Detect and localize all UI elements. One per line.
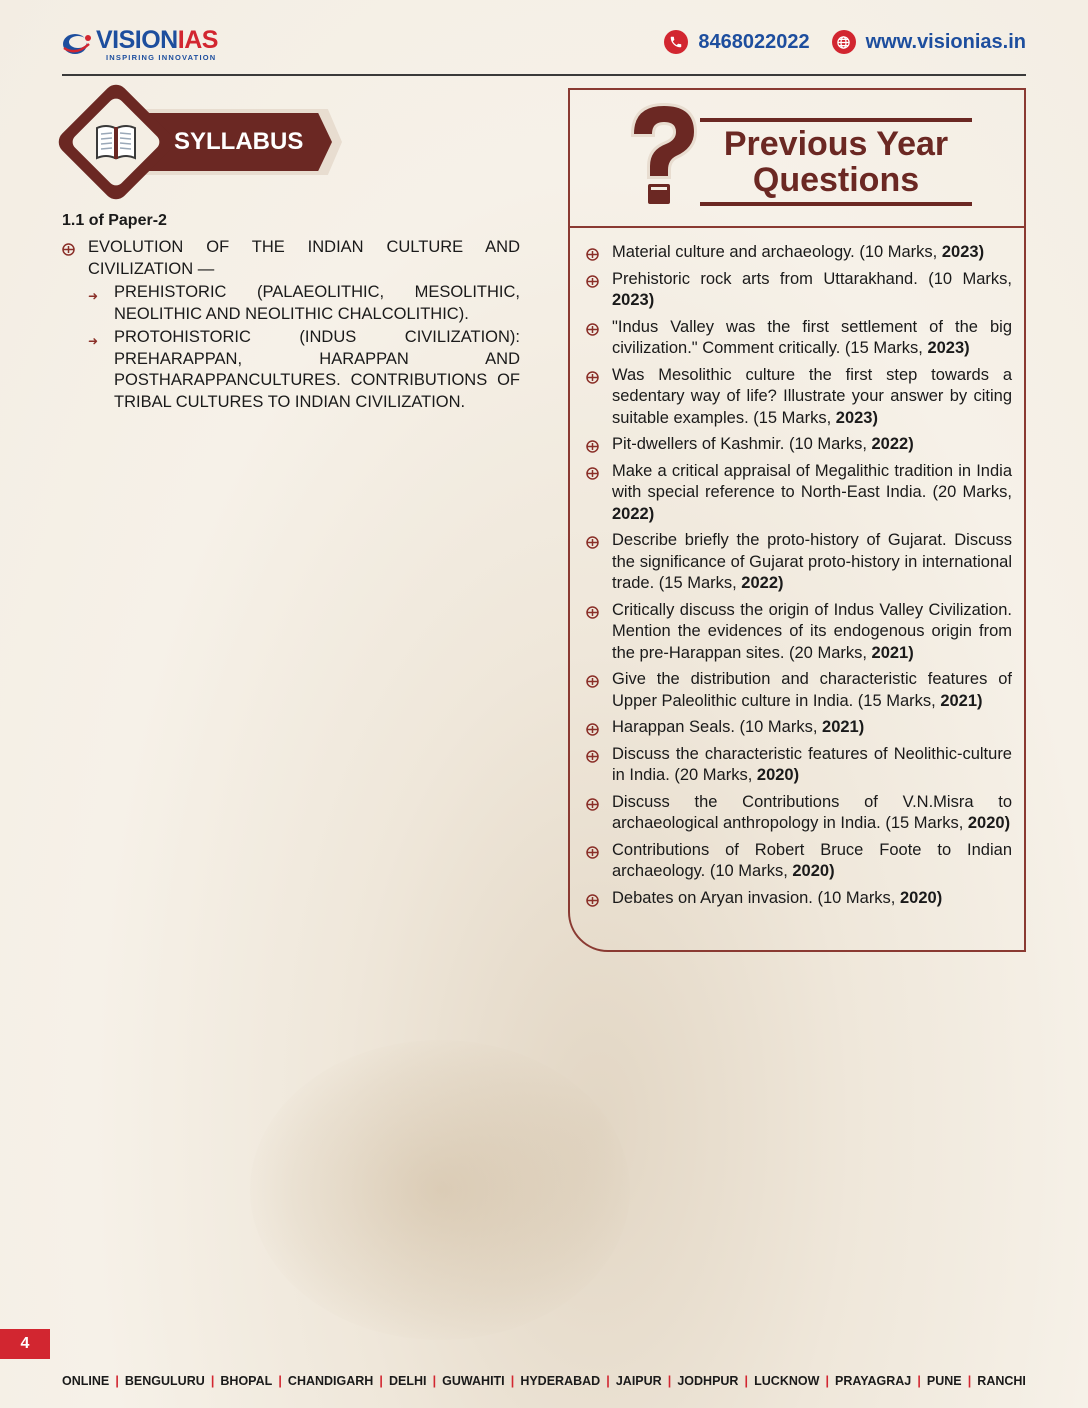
- page-number: 4: [0, 1329, 50, 1359]
- pyq-header: [570, 90, 1024, 228]
- footer-separator: |: [917, 1374, 921, 1388]
- syllabus-sub-item: [88, 282, 520, 325]
- footer-separator: |: [210, 1374, 215, 1388]
- bullet-icon: [586, 321, 599, 334]
- pyq-title-line1: Previous Year: [723, 125, 949, 163]
- pyq-question-list: [584, 242, 1012, 914]
- pyq-question-item: [584, 888, 1012, 910]
- pyq-question-text: Give the distribution and characteristic features of Upper Paleolithic culture in India. (15 Marks,: [612, 670, 1012, 710]
- phone-number[interactable]: 8468022022: [698, 30, 810, 53]
- pyq-question-item: [584, 365, 1012, 430]
- footer-separator: |: [667, 1374, 672, 1388]
- footer-city: JODHPUR: [677, 1374, 739, 1388]
- pyq-question-year: 2020: [967, 814, 1005, 832]
- contact-info: [664, 30, 1026, 54]
- pyq-question-close: ): [977, 691, 983, 710]
- pyq-question-text: Make a critical appraisal of Megalithic tradition in India with special reference to North-East India. (20 Marks,: [612, 461, 1012, 501]
- footer-city: GUWAHITI: [442, 1374, 505, 1388]
- pyq-question-item: [584, 434, 1012, 456]
- pyq-question-close: ): [829, 862, 835, 880]
- footer-separator: |: [510, 1374, 515, 1388]
- arrow-icon: ➜: [88, 334, 99, 348]
- footer-city: PUNE: [926, 1374, 962, 1388]
- pyq-question-year: 2023: [927, 339, 965, 357]
- pyq-question-close: ): [936, 888, 943, 907]
- pyq-question-text: "Indus Valley was the first settlement of the big civilization." Comment critically. (15 Marks,: [612, 317, 1012, 357]
- pyq-question-text: Harappan Seals. (10 Marks,: [612, 718, 823, 736]
- pyq-question-text: Was Mesolithic culture the first step towards a sedentary way of life? Illustrate your answer by citing suitable examples. (15 Marks,: [612, 365, 1012, 427]
- bullet-icon: [586, 273, 599, 286]
- pyq-question-text: Prehistoric rock arts from Uttarakhand. (10 Marks,: [612, 269, 1012, 288]
- pyq-question-year: 2020: [792, 862, 830, 880]
- footer-separator: |: [744, 1374, 749, 1388]
- pyq-question-text: Pit-dwellers of Kashmir. (10 Marks,: [612, 435, 872, 453]
- bullet-icon: [586, 465, 599, 478]
- background-stain: [250, 1040, 630, 1340]
- syllabus-sub-text: PROTOHISTORIC (INDUS CIVILIZATION): PREHARAPPAN, HARAPPAN AND POSTHARAPPANCULTURES. CONTRIBUTIONS OF TRIBAL CULTURES TO INDIAN CIVILIZATION.: [114, 328, 520, 411]
- logo-tagline: INSPIRING INNOVATION: [106, 53, 217, 62]
- footer-city: LUCKNOW: [754, 1374, 820, 1388]
- syllabus-label: SYLLABUS: [174, 128, 304, 155]
- pyq-question-item: [584, 792, 1012, 835]
- footer-cities: [62, 1374, 1026, 1388]
- footer-separator: |: [278, 1374, 282, 1388]
- footer-city: BENGULURU: [124, 1374, 205, 1388]
- bullet-icon: [586, 369, 599, 382]
- pyq-title: [700, 118, 972, 206]
- pyq-question-text: Material culture and archaeology. (10 Marks,: [612, 243, 942, 261]
- footer-separator: |: [967, 1374, 972, 1388]
- syllabus-sub-list: [88, 282, 520, 413]
- syllabus-list: [62, 237, 520, 415]
- pyq-question-year: 2023: [941, 243, 979, 261]
- pyq-question-close: ): [858, 718, 865, 736]
- page-header: [62, 24, 1026, 76]
- pyq-title-line2: Questions: [752, 161, 920, 199]
- pyq-question-year: 2021: [940, 691, 978, 710]
- book-icon: [94, 122, 138, 162]
- arrow-icon: ➜: [88, 289, 99, 303]
- bullet-icon: [586, 721, 599, 734]
- syllabus-main-item: [62, 237, 520, 413]
- pyq-question-text: Describe briefly the proto-history of Gujarat. Discuss the significance of Gujarat proto-history in international trade. (15 Marks,: [612, 531, 1012, 592]
- pyq-question-item: [584, 600, 1012, 665]
- syllabus-badge: [62, 92, 344, 192]
- pyq-question-year: 2021: [871, 643, 909, 662]
- pyq-question-text: Discuss the characteristic features of Neolithic-culture in India. (20 Marks,: [612, 744, 1012, 784]
- pyq-question-close: ): [964, 339, 970, 357]
- pyq-question-item: [584, 269, 1012, 312]
- phone-icon: [664, 30, 688, 54]
- footer-city: CHANDIGARH: [287, 1374, 374, 1388]
- footer-separator: |: [379, 1374, 383, 1388]
- footer-separator: |: [432, 1374, 437, 1388]
- pyq-question-item: [584, 317, 1012, 360]
- logo-name-vision: VISION: [96, 26, 178, 54]
- pyq-question-text: Critically discuss the origin of Indus Valley Civilization. Mention the evidences of its endogenous origin from the pre-Harappan sites. (20 Marks,: [612, 600, 1012, 662]
- pyq-question-year: 2022: [612, 504, 649, 523]
- website-link[interactable]: www.visionias.in: [865, 30, 1026, 53]
- pyq-question-close: ): [648, 504, 655, 523]
- footer-city: RANCHI: [977, 1374, 1026, 1388]
- pyq-question-close: ): [793, 766, 800, 784]
- visionias-logo: [62, 28, 218, 62]
- bullet-icon: [586, 534, 599, 547]
- footer-city: DELHI: [389, 1374, 427, 1388]
- pyq-question-year: 2023: [612, 291, 649, 309]
- paper-reference: 1.1 of Paper-2: [62, 212, 167, 229]
- footer-city: HYDERABAD: [520, 1374, 601, 1388]
- pyq-question-item: [584, 717, 1012, 739]
- logo-swoosh-icon: [62, 32, 92, 56]
- syllabus-sub-text: PREHISTORIC (PALAEOLITHIC, MESOLITHIC, NEOLITHIC AND NEOLITHIC CHALCOLITHIC).: [114, 283, 520, 323]
- bullet-icon: [586, 844, 599, 857]
- pyq-panel: [568, 88, 1026, 952]
- pyq-question-year: 2020: [756, 766, 794, 784]
- footer-separator: |: [825, 1374, 829, 1388]
- syllabus-sub-item: [88, 327, 520, 413]
- pyq-question-item: [584, 461, 1012, 526]
- pyq-question-year: 2022: [741, 574, 779, 592]
- pyq-question-item: [584, 242, 1012, 264]
- pyq-question-item: [584, 669, 1012, 712]
- bullet-icon: [586, 438, 599, 451]
- footer-separator: |: [115, 1374, 119, 1388]
- bullet-icon: [586, 796, 599, 809]
- pyq-question-year: 2022: [871, 435, 909, 453]
- pyq-question-close: ): [1004, 814, 1011, 832]
- footer-separator: |: [606, 1374, 610, 1388]
- footer-city: BHOPAL: [220, 1374, 273, 1388]
- question-mark-icon: [620, 100, 710, 210]
- footer-city: PRAYAGRAJ: [835, 1374, 912, 1388]
- logo-name-ias: IAS: [177, 26, 218, 54]
- globe-icon: [832, 30, 856, 54]
- pyq-question-text: Debates on Aryan invasion. (10 Marks,: [612, 888, 900, 907]
- pyq-question-year: 2023: [835, 408, 873, 427]
- pyq-question-text: Discuss the Contributions of V.N.Misra to archaeological anthropology in India. (15 Marks,: [612, 792, 1012, 832]
- pyq-question-text: Contributions of Robert Bruce Foote to Indian archaeology. (10 Marks,: [612, 840, 1012, 880]
- pyq-question-item: [584, 840, 1012, 883]
- bullet-icon: [586, 673, 599, 686]
- bullet-icon: [586, 604, 599, 617]
- footer-city: JAIPUR: [615, 1374, 662, 1388]
- pyq-question-close: ): [908, 643, 914, 662]
- bullet-icon: [62, 241, 75, 254]
- pyq-question-year: 2020: [899, 888, 937, 907]
- syllabus-main-text: EVOLUTION OF THE INDIAN CULTURE AND CIVILIZATION —: [88, 238, 520, 278]
- pyq-question-close: ): [978, 243, 985, 261]
- pyq-question-close: ): [872, 408, 878, 427]
- bullet-icon: [586, 892, 599, 905]
- pyq-question-item: [584, 744, 1012, 787]
- pyq-question-item: [584, 530, 1012, 595]
- pyq-question-year: 2021: [822, 718, 859, 736]
- footer-city: ONLINE: [62, 1374, 110, 1388]
- bullet-icon: [586, 748, 599, 761]
- pyq-question-close: ): [648, 291, 655, 309]
- pyq-question-close: ): [778, 574, 784, 592]
- pyq-question-close: ): [908, 435, 914, 453]
- bullet-icon: [586, 246, 599, 259]
